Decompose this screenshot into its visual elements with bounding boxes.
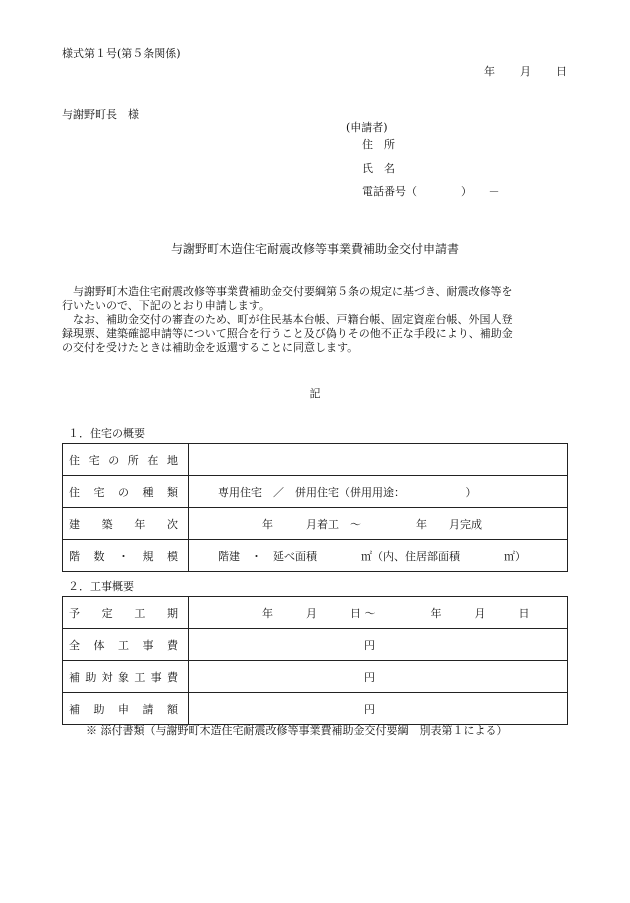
label-char: 階 [69,549,80,563]
label-char: 費 [167,638,178,652]
label-location [63,444,189,476]
label-char: 助 [85,670,97,684]
table-row [63,597,568,629]
para2-line2: 録現票、建築確認申請等について照合を行うこと及び偽りその他不正な手段により、補助金 [62,327,513,340]
document-title: 与謝野町木造住宅耐震改修等事業費補助金交付申請書 [170,242,459,256]
label-char: 建 [69,517,80,531]
label-char: 住 [69,453,80,467]
table-row [63,629,568,661]
label-char: 所 [127,453,139,467]
label-char: 事 [142,638,154,652]
label-char: 補 [69,702,80,716]
label-char: 在 [147,453,159,467]
label-char: 種 [142,485,154,499]
applicant-heading: (申請者) [346,121,388,134]
footnote: ※ 添付書類（与謝野町木造住宅耐震改修等事業費補助金交付要綱 別表第１による） [86,724,508,737]
housing-overview-table [62,443,568,572]
label-char: 宅 [88,453,100,467]
label-char: 宅 [93,485,105,499]
label-char: 地 [166,453,178,467]
value-house-type: 専用住宅 ／ 併用住宅（併用用途： ） [189,476,568,508]
label-floors-scale [63,540,189,572]
label-char: 年 [134,517,146,531]
section1-heading: １．住宅の概要 [68,427,145,440]
construction-overview-table [62,596,568,725]
label-char: 期 [166,606,178,620]
label-schedule [63,597,189,629]
ki-label: 記 [309,387,321,400]
date-day: 日 [556,65,567,78]
label-total-cost [63,629,189,661]
label-char: の [108,453,120,467]
label-char: 全 [69,638,80,652]
body-text [62,285,572,355]
label-char: 築 [101,517,113,531]
label-char: 工 [134,670,146,684]
table-row [63,476,568,508]
label-char: 次 [166,517,178,531]
label-house-type [63,476,189,508]
label-char: 住 [69,485,80,499]
value-build-year: 年 月着工 ～ 年 月完成 [189,508,568,540]
label-char: 額 [167,702,178,716]
value-request-amount: 円 [189,693,568,725]
label-char: 数 [93,549,105,563]
label-eligible-cost [63,661,189,693]
para2-line1: なお、補助金交付の審査のため、町が住民基本台帳、戸籍台帳、固定資産台帳、外国人登 [73,313,513,326]
label-char: ・ [118,549,129,563]
label-char: 工 [118,638,129,652]
label-build-year [63,508,189,540]
table-row [63,540,568,572]
table-row [63,508,568,540]
addressee: 与謝野町長 様 [62,108,139,121]
label-char: 体 [93,638,105,652]
para2-line3: の交付を受けたときは補助金を返還することに同意します。 [62,341,359,354]
label-char: 助 [93,702,105,716]
table-row [63,693,568,725]
table-row [63,661,568,693]
phone-label: 電話番号（ ） － [362,185,500,198]
value-total-cost: 円 [189,629,568,661]
value-eligible-cost: 円 [189,661,568,693]
label-char: 対 [101,670,113,684]
table-row [63,444,568,476]
section2-heading: ２．工事概要 [68,580,134,593]
para1-line1: 与謝野町木造住宅耐震改修等事業費補助金交付要綱第５条の規定に基づき、耐震改修等を [73,285,513,298]
label-char: 事 [150,670,162,684]
label-char: 請 [142,702,154,716]
label-char: の [118,485,129,499]
label-char: 補 [69,670,80,684]
form-number: 様式第１号(第５条関係) [62,47,181,60]
label-char: 予 [69,606,80,620]
label-char: 模 [167,549,178,563]
label-char: 定 [101,606,113,620]
label-char: 象 [117,670,129,684]
label-char: 費 [166,670,178,684]
label-char: 工 [134,606,146,620]
value-location [189,444,568,476]
label-char: 規 [142,549,154,563]
value-floors-scale: 階建 ・ 延べ面積 ㎡（内、住居部面積 ㎡） [189,540,568,572]
date-month: 月 [520,65,531,78]
para1-line2: 行いたいので、下記のとおり申請します。 [62,299,270,312]
name-label: 氏 名 [362,162,395,175]
label-char: 類 [167,485,178,499]
date-year: 年 [484,65,495,78]
label-request-amount [63,693,189,725]
address-label: 住 所 [362,138,395,151]
value-schedule: 年 月 日 ～ 年 月 日 [189,597,568,629]
label-char: 申 [118,702,129,716]
